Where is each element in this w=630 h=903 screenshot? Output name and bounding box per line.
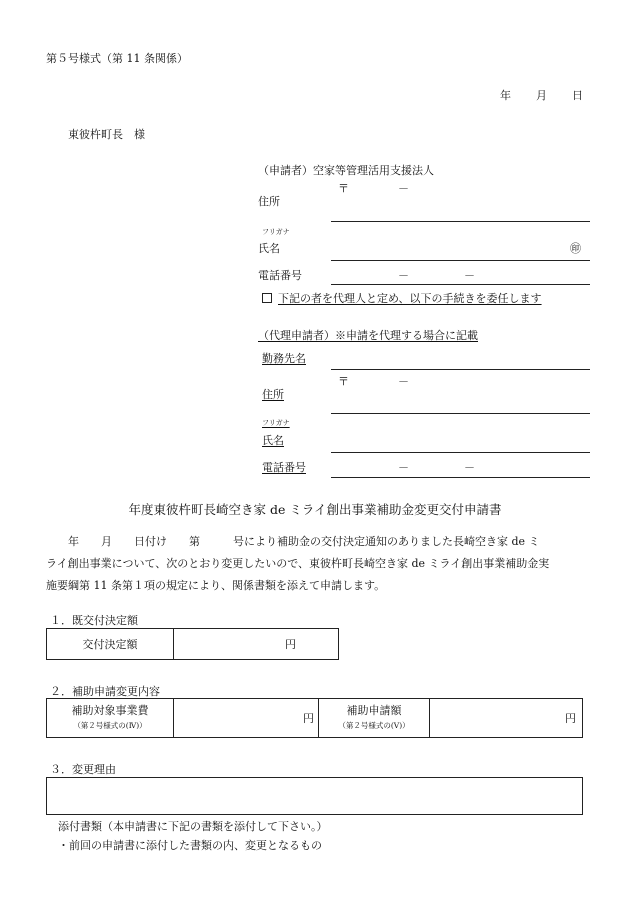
addressee: 東彼杵町長 様 — [68, 128, 145, 141]
section2-amount-sub: （第２号様式の(Ⅴ)） — [338, 721, 410, 730]
applicant-postal-mark: 〒 — [338, 182, 349, 195]
applicant-phone-dash2: － — [464, 269, 475, 282]
agent-phone-label: 電話番号 — [262, 461, 306, 474]
section2-heading: ２．補助申請変更内容 — [50, 685, 160, 698]
body-line-2: ライ創出事業について、次のとおり変更したいので、東彼杵町長崎空き家 de ミライ創出事業補助金実 — [46, 557, 550, 570]
applicant-address-label: 住所 — [258, 195, 280, 208]
applicant-phone-line — [331, 284, 590, 285]
section2-amount-label-cell — [319, 699, 430, 738]
agent-address-line — [331, 413, 590, 414]
section1-unit: 円 — [285, 638, 296, 651]
change-reason-box[interactable] — [46, 777, 583, 815]
section2-cost-label-cell — [47, 699, 174, 738]
section2-amount-unit: 円 — [565, 712, 576, 725]
document-title: 年度東彼杵町長崎空き家 de ミライ創出事業補助金変更交付申請書 — [128, 502, 502, 517]
section2-amount-value-cell[interactable] — [430, 699, 583, 738]
date-year: 年 — [500, 89, 511, 102]
section2-amount-label: 補助申請額 — [346, 704, 402, 717]
applicant-name-label: 氏名 — [258, 242, 280, 255]
agent-heading: （代理申請者）※申請を代理する場合に記載 — [258, 329, 478, 342]
section3-heading: ３．変更理由 — [50, 763, 116, 776]
attachments-heading: 添付書類（本申請書に下記の書類を添付して下さい。） — [58, 820, 328, 833]
section1-value-cell[interactable] — [174, 629, 339, 660]
seal-mark: ㊞ — [570, 242, 581, 255]
agent-furigana-label: フリガナ — [262, 419, 290, 427]
form-number: 第５号様式（第 11 条関係） — [46, 52, 188, 65]
delegate-checkbox-label: 下記の者を代理人と定め、以下の手続きを委任します — [278, 292, 542, 305]
applicant-furigana-label: フリガナ — [262, 228, 290, 236]
agent-phone-dash1: － — [398, 461, 409, 474]
section1-table — [46, 628, 339, 660]
section2-cost-sub: （第２号様式の(Ⅳ)） — [73, 721, 147, 730]
agent-address-label: 住所 — [262, 388, 284, 401]
section2-table — [46, 698, 583, 738]
agent-phone-line — [331, 477, 590, 478]
agent-name-label: 氏名 — [262, 434, 284, 447]
body-line-1: 年 月 日付け 第 号により補助金の交付決定通知のありました長崎空き家 de ミ — [46, 535, 540, 548]
agent-workplace-line — [331, 369, 590, 370]
body-line-3: 施要綱第 11 条第１項の規定により、関係書類を添えて申請します。 — [46, 579, 386, 592]
delegate-checkbox[interactable] — [262, 293, 272, 303]
applicant-address-line — [331, 221, 590, 222]
section1-heading: １．既交付決定額 — [50, 614, 138, 627]
agent-postal-dash: － — [398, 375, 409, 388]
applicant-heading: （申請者）空家等管理活用支援法人 — [258, 164, 434, 177]
delegate-row[interactable] — [262, 290, 542, 306]
agent-postal-mark: 〒 — [338, 375, 349, 388]
agent-phone-dash2: － — [464, 461, 475, 474]
attachments-item-1: ・前回の申請書に添付した書類の内、変更となるもの — [58, 839, 322, 852]
applicant-postal-dash: － — [398, 182, 409, 195]
section2-cost-value-cell[interactable] — [174, 699, 319, 738]
section2-cost-unit: 円 — [303, 712, 314, 725]
date-day: 日 — [572, 89, 583, 102]
section2-cost-label: 補助対象事業費 — [71, 704, 149, 717]
section1-label: 交付決定額 — [47, 629, 174, 660]
applicant-phone-label: 電話番号 — [258, 269, 302, 282]
agent-workplace-label: 勤務先名 — [262, 352, 306, 365]
agent-name-line — [331, 452, 590, 453]
applicant-name-line — [331, 260, 590, 261]
date-month: 月 — [536, 89, 547, 102]
applicant-phone-dash1: － — [398, 269, 409, 282]
